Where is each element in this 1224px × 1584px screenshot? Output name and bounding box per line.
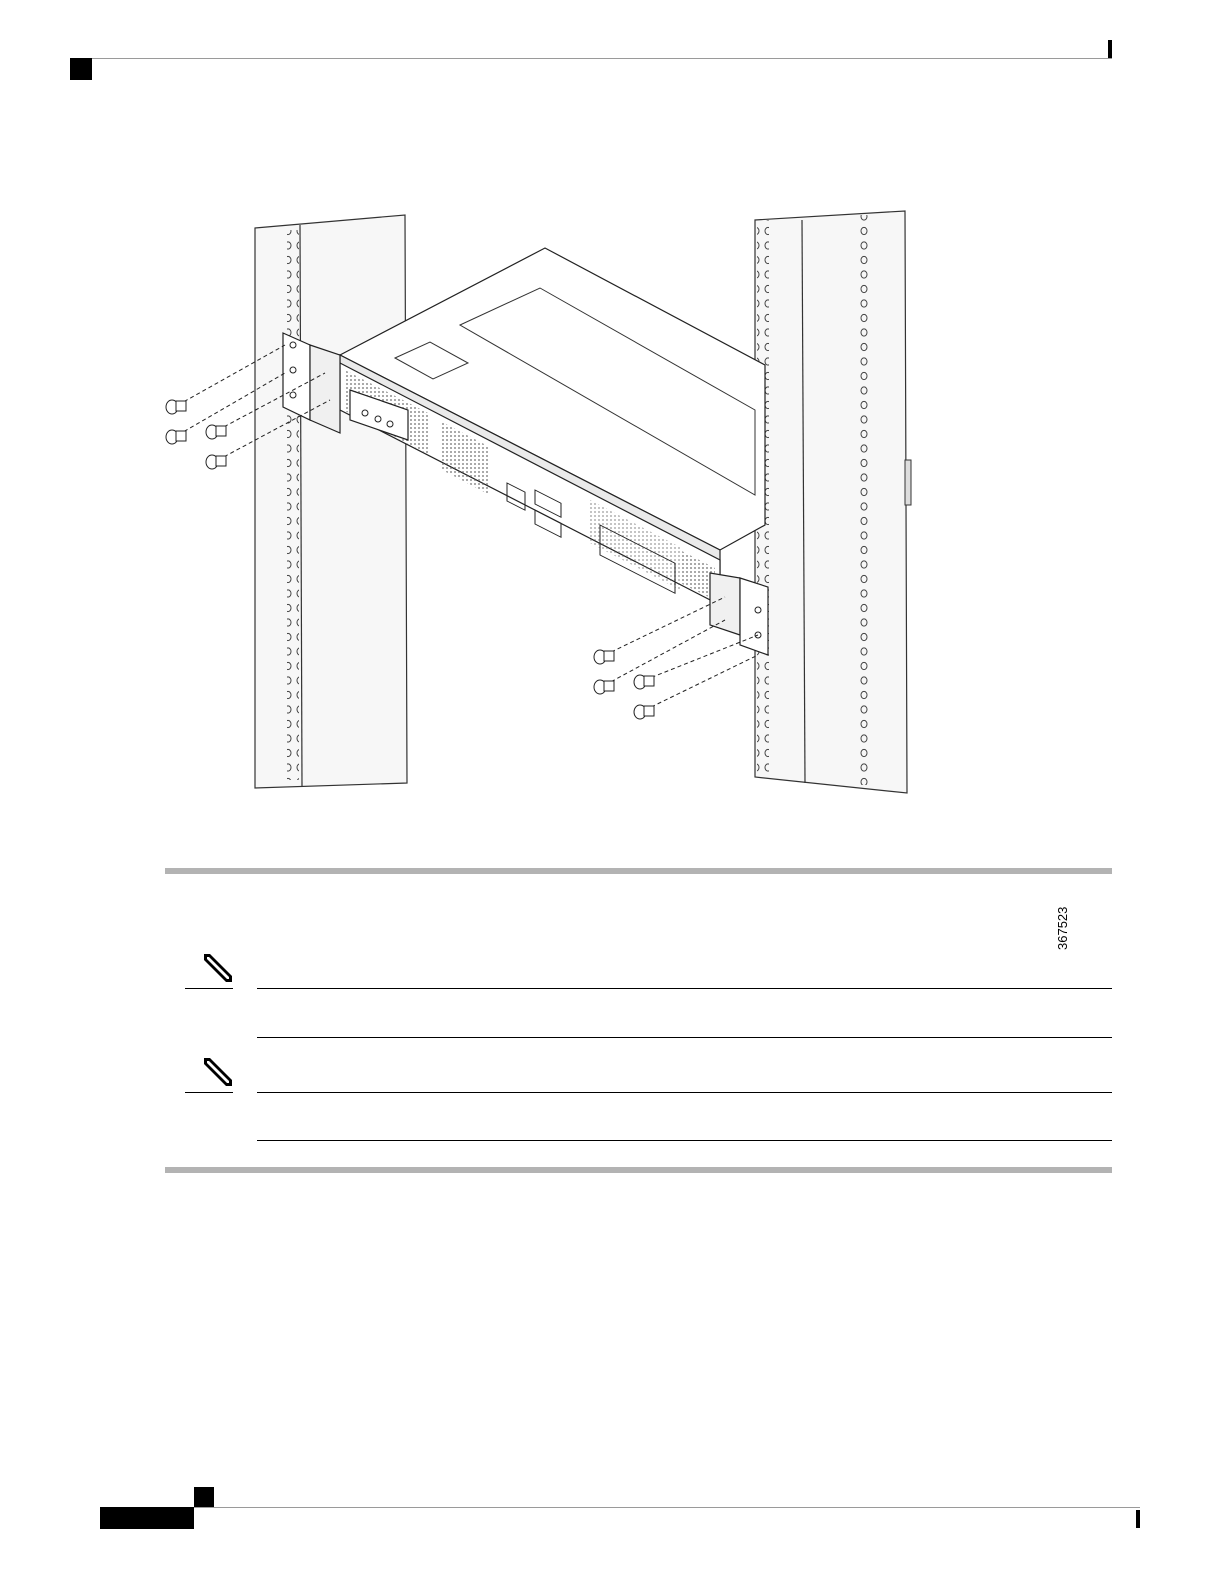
right-rack-post	[755, 211, 911, 793]
footer-page-tab	[100, 1507, 194, 1529]
section-top-rule	[165, 868, 1112, 874]
header-marker	[70, 58, 92, 80]
section-bottom-rule	[165, 1167, 1112, 1173]
note-top-rule	[257, 1092, 1112, 1093]
header-rule	[92, 58, 1112, 59]
rack-mount-figure	[150, 195, 1070, 950]
note-bottom-rule	[257, 1037, 1112, 1038]
figure-callout-number: 367523	[1055, 906, 1070, 950]
note-bottom-rule	[257, 1140, 1112, 1141]
note-pencil-icon	[198, 952, 236, 982]
footer-tick	[1136, 1510, 1140, 1528]
note-icon-rule	[185, 988, 233, 989]
note-top-rule	[257, 988, 1112, 989]
header-tick	[1108, 40, 1112, 58]
footer-marker	[194, 1487, 214, 1507]
left-rack-post	[255, 215, 407, 788]
note-icon-rule	[185, 1092, 233, 1093]
footer-rule	[194, 1507, 1140, 1508]
note-pencil-icon	[198, 1056, 236, 1086]
